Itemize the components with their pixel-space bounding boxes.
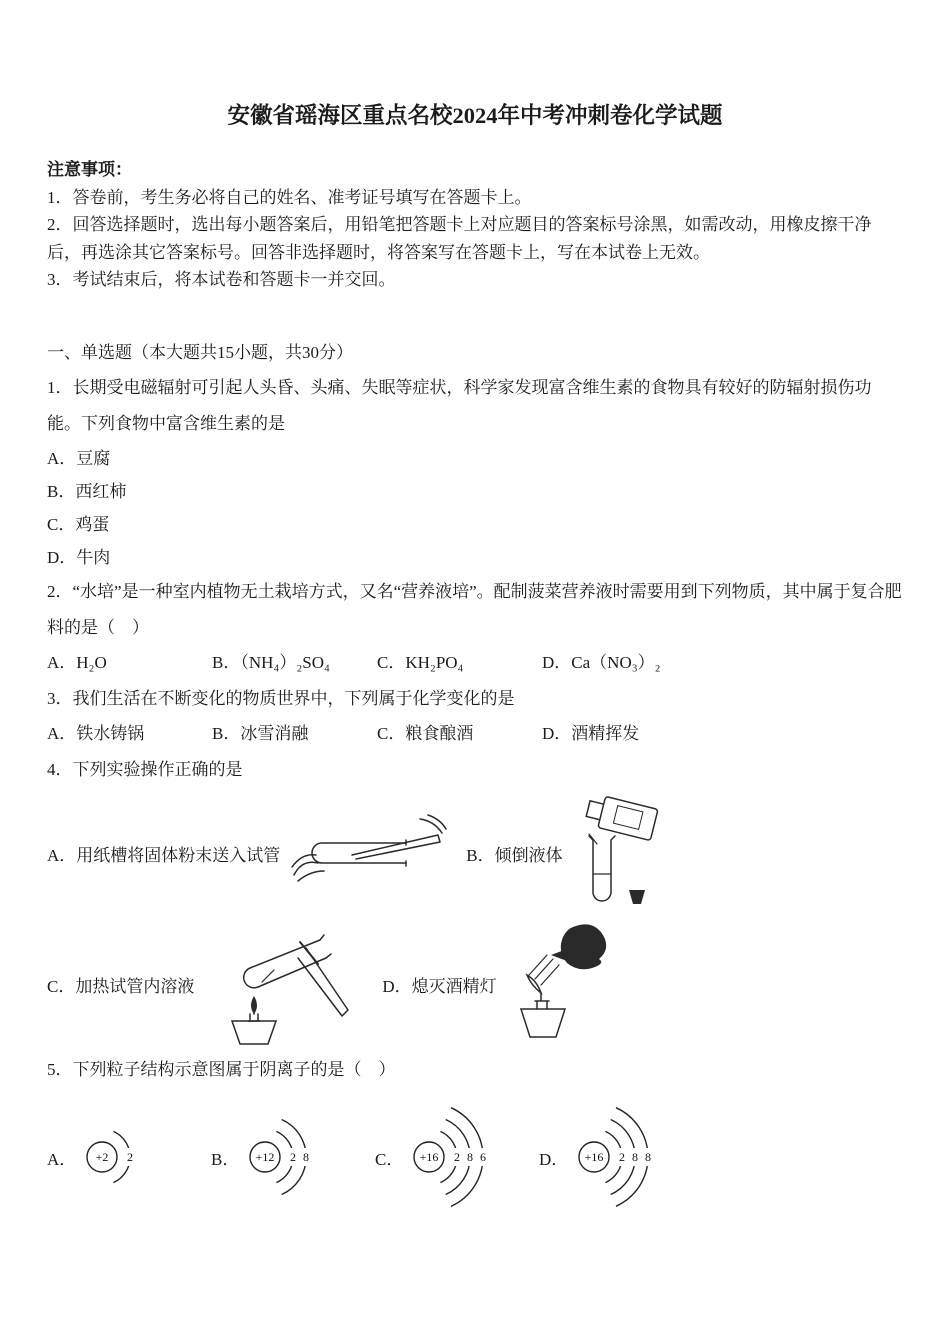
question-5-option-a-label: A． — [47, 1149, 77, 1169]
question-4-option-c-label: C．加热试管内溶液 — [47, 976, 195, 996]
atom-structure-diagram-b — [247, 1112, 314, 1202]
question-2 — [47, 574, 903, 681]
svg-text:+12: +12 — [255, 1150, 275, 1165]
question-1-option-b: B．西红柿 — [47, 481, 127, 501]
pouring-liquid-illustration — [571, 794, 671, 912]
question-1-option-d: D．牛肉 — [47, 548, 111, 568]
question-3-option-c: C．粮食酿酒 — [377, 724, 474, 744]
svg-text:+2: +2 — [95, 1150, 109, 1165]
svg-text:6: 6 — [480, 1150, 487, 1165]
svg-text:2: 2 — [454, 1150, 461, 1165]
question-3-options-row — [47, 717, 903, 752]
question-5-stem: 5．下列粒子结构示意图属于阴离子的是（ ） — [47, 1060, 396, 1080]
question-2-option-c: C．KH₂PO₄ — [377, 653, 464, 673]
page-title: 安徽省瑶海区重点名校2024年中考冲刺卷化学试题 — [227, 103, 723, 128]
heating-test-tube-illustration — [202, 918, 352, 1050]
question-5-option-c-label: C． — [375, 1149, 404, 1169]
question-3-option-b: B．冰雪消融 — [212, 724, 309, 744]
notice-section — [47, 156, 903, 294]
svg-text:2: 2 — [127, 1150, 134, 1165]
paper-trough-into-test-tube-illustration — [288, 809, 448, 897]
question-1 — [47, 370, 903, 575]
question-3-option-a: A．铁水铸锅 — [47, 724, 145, 744]
question-5-option-d-label: D． — [539, 1149, 569, 1169]
section-heading: 一、单选题（本大题共15小题，共30分） — [47, 342, 353, 362]
question-2-option-a: A．H₂O — [47, 653, 107, 673]
atom-structure-diagram-d — [576, 1100, 656, 1214]
svg-text:+16: +16 — [584, 1150, 604, 1165]
question-1-option-c: C．鸡蛋 — [47, 515, 110, 534]
notice-item-3: 3．考试结束后，将本试卷和答题卡一并交回。 — [47, 270, 396, 290]
question-4-row-ab — [47, 794, 903, 912]
question-2-option-d: D．Ca（NO₃）₂ — [542, 653, 661, 673]
question-4-option-d-label: D．熄灭酒精灯 — [382, 976, 497, 996]
question-1-stem: 1．长期受电磁辐射可引起人头昏、头痛、失眠等症状，科学家发现富含维生素的食物具有较好的防辐射损伤功能。下列食物中富含维生素的是 — [47, 377, 872, 433]
svg-text:2: 2 — [290, 1150, 297, 1165]
svg-text:+16: +16 — [419, 1150, 439, 1165]
question-2-stem: 2．“水培”是一种室内植物无土栽培方式，又名“营养液培”。配制菠菜营养液时需要用到下列物质，其中属于复合肥料的是（ ） — [47, 582, 902, 638]
notice-item-1: 1．答卷前，考生务必将自己的姓名、准考证号填写在答题卡上。 — [47, 187, 532, 207]
question-5-option-d — [539, 1100, 656, 1214]
extinguishing-alcohol-lamp-illustration — [505, 919, 613, 1049]
atom-structure-diagram-a — [84, 1124, 138, 1190]
question-4-option-a-label: A．用纸槽将固体粉末送入试管 — [47, 845, 281, 865]
question-2-option-b: B．（NH₄）₂SO₄ — [212, 653, 330, 673]
question-4-row-cd — [47, 918, 903, 1050]
question-5-option-a — [47, 1124, 211, 1190]
notice-item-2: 2．回答选择题时，选出每小题答案后，用铅笔把答题卡上对应题目的答案标号涂黑，如需改动，用橡皮擦干净后，再选涂其它答案标号。回答非选择题时，将答案写在答题卡上，写在本试卷上无效。 — [47, 215, 872, 262]
svg-text:8: 8 — [645, 1150, 652, 1165]
notice-heading: 注意事项： — [47, 160, 132, 179]
question-3 — [47, 681, 903, 752]
svg-text:8: 8 — [632, 1150, 639, 1165]
question-5-option-c — [375, 1100, 539, 1214]
question-4-stem: 4．下列实验操作正确的是 — [47, 760, 243, 780]
question-4-option-b-label: B．倾倒液体 — [466, 845, 563, 865]
question-5-option-b-label: B． — [211, 1149, 240, 1169]
svg-text:8: 8 — [303, 1150, 310, 1165]
question-5-option-b — [211, 1112, 375, 1202]
question-5-options-row — [47, 1100, 903, 1214]
question-2-options-row — [47, 646, 903, 681]
svg-text:8: 8 — [467, 1150, 474, 1165]
atom-structure-diagram-c — [411, 1100, 491, 1214]
svg-text:2: 2 — [619, 1150, 626, 1165]
question-5 — [47, 1052, 903, 1214]
question-3-option-d: D．酒精挥发 — [542, 724, 640, 744]
question-1-option-a: A．豆腐 — [47, 448, 111, 468]
question-3-stem: 3．我们生活在不断变化的物质世界中，下列属于化学变化的是 — [47, 689, 515, 709]
question-4 — [47, 752, 903, 1050]
